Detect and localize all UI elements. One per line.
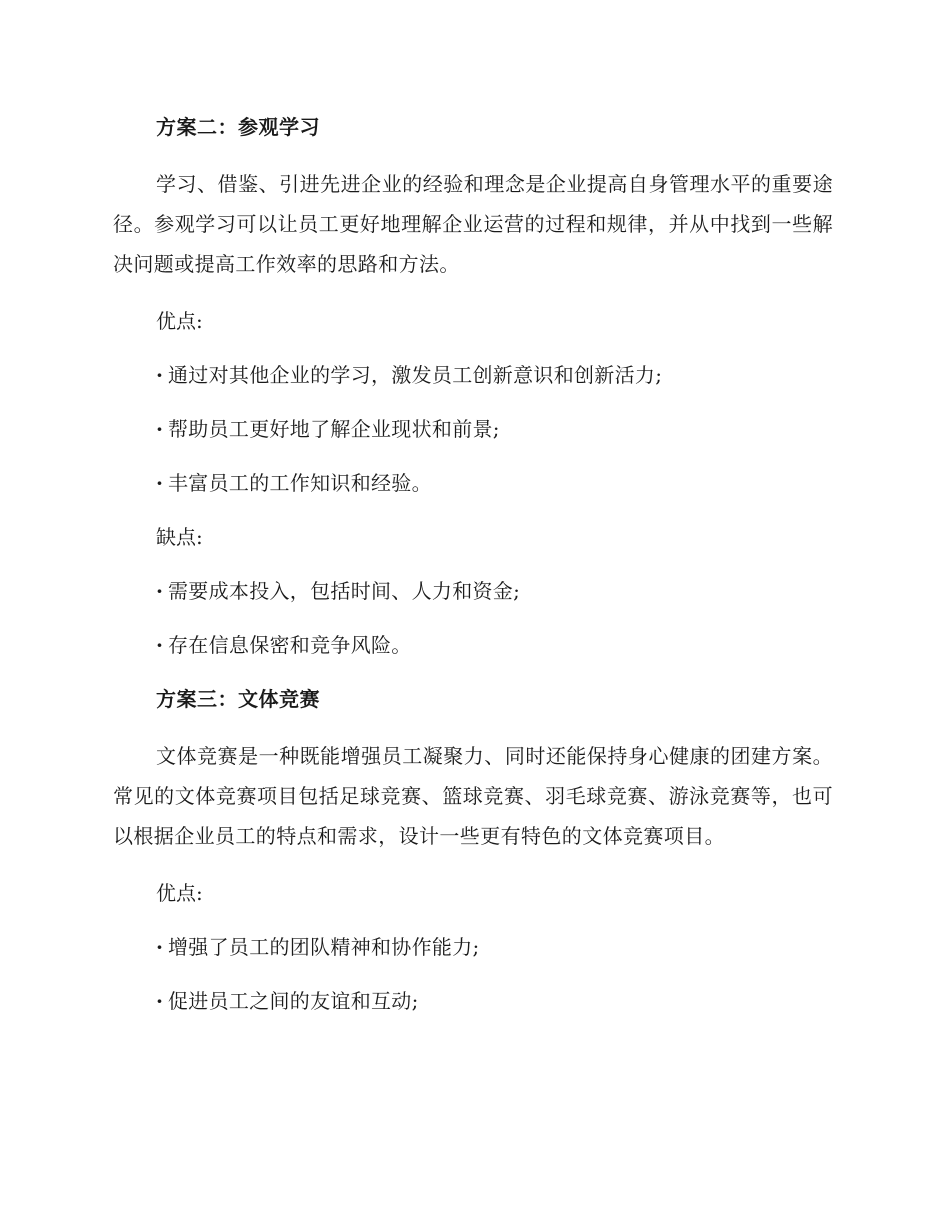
pros-item-plan-2 xyxy=(113,358,833,392)
bullet-icon: · xyxy=(156,579,164,603)
pros-label-plan-2: 优点: xyxy=(156,309,203,333)
cons-item-plan-2 xyxy=(113,574,833,608)
pros-item-plan-2 xyxy=(113,466,833,500)
cons-item-plan-2 xyxy=(113,628,833,662)
bullet-icon: · xyxy=(156,989,164,1013)
section-heading-plan-2: 方案二：参观学习 xyxy=(156,115,320,139)
document-content xyxy=(113,110,833,1038)
pros-item-plan-2 xyxy=(113,412,833,446)
section-paragraph-plan-3: 文体竞赛是一种既能增强员工凝聚力、同时还能保持身心健康的团建方案。常见的文体竞赛项目包括足球竞赛、篮球竞赛、羽毛球竞赛、游泳竞赛等，也可以根据企业员工的特点和需求，设计一些更有特色的文体竞赛项目。 xyxy=(113,744,833,848)
section-paragraph-plan-2: 学习、借鉴、引进先进企业的经验和理念是企业提高自身管理水平的重要途径。参观学习可以让员工更好地理解企业运营的过程和规律，并从中找到一些解决问题或提高工作效率的思路和方法。 xyxy=(113,172,833,276)
bullet-icon: · xyxy=(156,471,164,495)
pros-item-plan-3 xyxy=(113,930,833,964)
pros-item-text: 增强了员工的团队精神和协作能力; xyxy=(168,935,480,959)
cons-item-text: 存在信息保密和竞争风险。 xyxy=(168,633,412,657)
bullet-icon: · xyxy=(156,633,164,657)
bullet-icon: · xyxy=(156,417,164,441)
pros-item-text: 丰富员工的工作知识和经验。 xyxy=(168,471,432,495)
pros-item-text: 促进员工之间的友谊和互动; xyxy=(168,989,419,1013)
pros-item-text: 通过对其他企业的学习，激发员工创新意识和创新活力; xyxy=(168,363,663,387)
bullet-icon: · xyxy=(156,363,164,387)
cons-item-text: 需要成本投入，包括时间、人力和资金; xyxy=(168,579,521,603)
bullet-icon: · xyxy=(156,935,164,959)
pros-label-plan-3: 优点: xyxy=(156,881,203,905)
pros-item-plan-3 xyxy=(113,984,833,1018)
section-heading-plan-3: 方案三：文体竞赛 xyxy=(156,687,320,711)
cons-label-plan-2: 缺点: xyxy=(156,525,203,549)
pros-item-text: 帮助员工更好地了解企业现状和前景; xyxy=(168,417,500,441)
